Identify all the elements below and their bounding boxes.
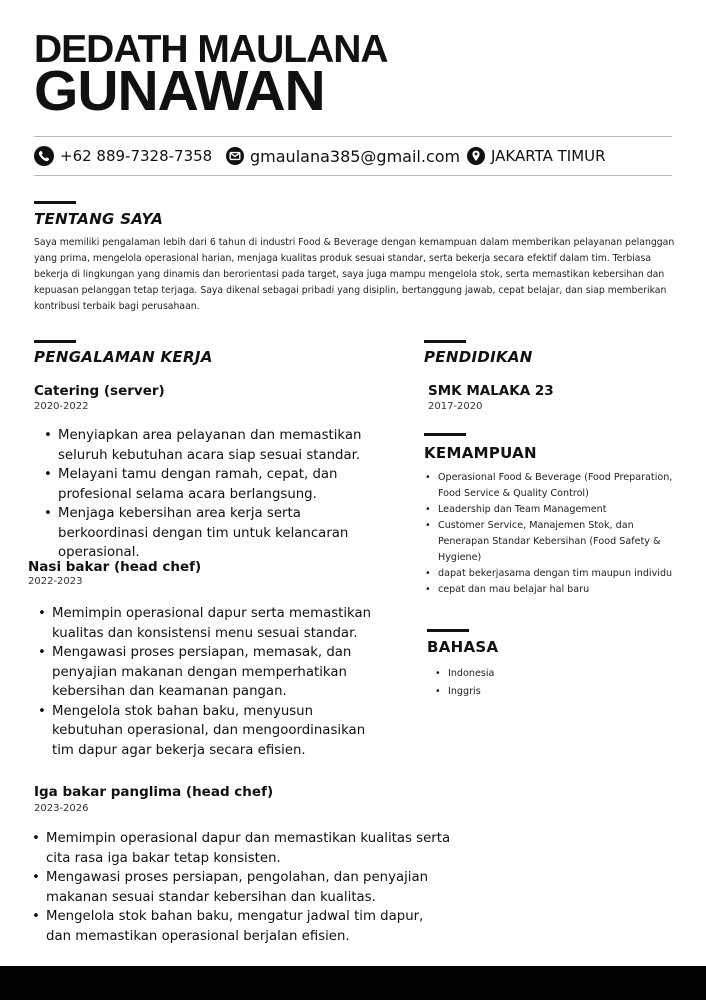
job-duty: • Mengelola stok bahan baku, menyusun kebutuhan operasional, dan mengoordinasikan tim dapur agar bekerja secara efisien.: [38, 702, 378, 761]
name-line-2: GUNAWAN: [34, 59, 325, 123]
job-duties-list: [32, 829, 452, 946]
experience-accent-bar: [34, 340, 76, 343]
email-icon: [226, 147, 244, 165]
education-years: 2017-2020: [428, 401, 483, 412]
job-duty: • Melayani tamu dengan ramah, cepat, dan profesional selama acara berlangsung.: [44, 465, 384, 504]
email-address: gmaulana385@gmail.com: [250, 146, 461, 166]
skill-item: • Leadership dan Team Management: [425, 502, 675, 518]
languages-list: [435, 665, 635, 701]
phone-number: +62 889-7328-7358: [60, 147, 213, 165]
job-duty: • Mengawasi proses persiapan, memasak, dan penyajian makanan dengan memperhatikan kebersihan dan keamanan pangan.: [38, 643, 378, 702]
job-years: 2022-2023: [28, 576, 83, 587]
skill-item: • dapat bekerjasama dengan tim maupun individu: [425, 566, 675, 582]
experience-heading: PENGALAMAN KERJA: [34, 348, 213, 366]
job-title: Iga bakar panglima (head chef): [34, 784, 274, 800]
education-heading: PENDIDIKAN: [424, 348, 533, 366]
job-duty: • Mengawasi proses persiapan, pengolahan, dan penyajian makanan sesuai standar kebersihan dan kualitas.: [32, 868, 452, 907]
location-text: JAKARTA TIMUR: [491, 147, 606, 165]
skill-item: • Customer Service, Manajemen Stok, dan Penerapan Standar Kebersihan (Food Safety & Hygiene): [425, 518, 675, 566]
job-duties-list: [44, 426, 384, 563]
skills-accent-bar: [424, 433, 466, 436]
job-duty: • Mengelola stok bahan baku, mengatur jadwal tim dapur, dan memastikan operasional berjalan efisien.: [32, 907, 452, 946]
skill-item: • Operasional Food & Beverage (Food Preparation, Food Service & Quality Control): [425, 470, 675, 502]
footer-band: [0, 966, 706, 1000]
about-text: Saya memiliki pengalaman lebih dari 6 tahun di industri Food & Beverage dengan kemampuan dalam memberikan pelayanan pelanggan yang prima, mengelola operasional harian, menjaga kualitas produk sesuai standar, serta bekerja secara efektif dalam tim. Terbiasa bekerja di lingkungan yang dinamis dan berorientasi pada target, saya juga mampu mengelola stok, serta memastikan kebersihan dan kepuasan pelanggan tetap terjaga. Saya dikenal sebagai pribadi yang disiplin, bertanggung jawab, cepat belajar, dan siap memberikan kontribusi terbaik bagi perusahaan.: [34, 237, 675, 312]
skills-heading: KEMAMPUAN: [424, 444, 537, 462]
job-duty: • Memimpin operasional dapur dan memastikan kualitas serta cita rasa iga bakar tetap konsisten.: [32, 829, 452, 868]
name-line-1: DEDATH MAULANA: [34, 28, 388, 71]
job-years: 2023-2026: [34, 803, 89, 814]
about-heading: TENTANG SAYA: [34, 210, 164, 228]
divider-top: [34, 136, 672, 137]
language-item: • Inggris: [435, 683, 635, 701]
location-pin-icon: [467, 147, 485, 165]
job-duty: • Menjaga kebersihan area kerja serta berkoordinasi dengan tim untuk kelancaran operasional.: [44, 504, 384, 563]
contact-email: [226, 144, 460, 168]
languages-accent-bar: [427, 629, 469, 632]
languages-heading: BAHASA: [427, 638, 499, 656]
job-duty: • Menyiapkan area pelayanan dan memastikan seluruh kebutuhan acara siap sesuai standar.: [44, 426, 384, 465]
job-duty: • Memimpin operasional dapur serta memastikan kualitas dan konsistensi menu sesuai standar.: [38, 604, 378, 643]
contact-location: [467, 144, 606, 168]
job-title: Nasi bakar (head chef): [28, 559, 202, 575]
about-accent-bar: [34, 201, 76, 204]
phone-icon: [34, 146, 54, 166]
job-duties-list: [38, 604, 378, 760]
language-item: • Indonesia: [435, 665, 635, 683]
education-school: SMK MALAKA 23: [428, 383, 554, 399]
education-accent-bar: [424, 340, 466, 343]
skills-list: [425, 470, 675, 598]
contact-phone: [34, 144, 212, 168]
job-title: Catering (server): [34, 383, 165, 399]
job-years: 2020-2022: [34, 401, 89, 412]
divider-contact: [34, 175, 672, 176]
skill-item: • cepat dan mau belajar hal baru: [425, 582, 675, 598]
